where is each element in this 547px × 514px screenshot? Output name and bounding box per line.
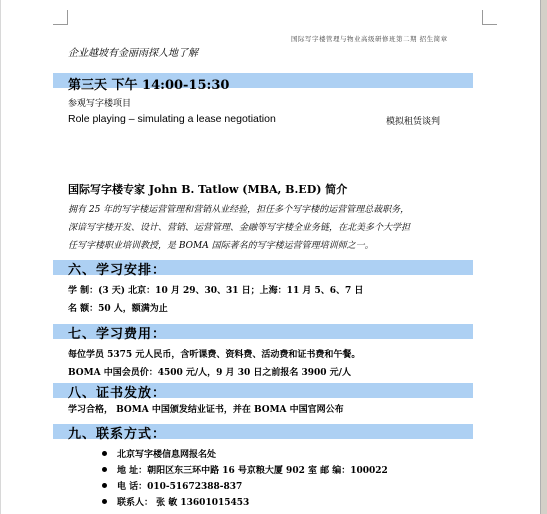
- schedule-duration: 学 制：(3 天) 北京：10 月 29、30、31 日；上海：11 月 5、6、7 日: [68, 286, 364, 296]
- certificate-info: 学习合格， BOMA 中国颁发结业证书，并在 BOMA 中国官网公布: [68, 405, 344, 415]
- intro-line: 企业越坡有金丽雨探人地了解: [68, 48, 198, 59]
- page-corner-mark: [482, 10, 497, 25]
- expert-bio-line: 任写字楼职业培训教授，是 BOMA 国际著名的写字楼运营管理培训师之一。: [68, 241, 374, 251]
- vertical-scrollbar[interactable]: [540, 0, 547, 514]
- section-heading-fees: 七、学习费用：: [68, 327, 167, 342]
- day3-item-1: 参观写字楼项目: [68, 99, 132, 109]
- section-heading-schedule: 六、学习安排：: [68, 263, 167, 278]
- day3-item-2-note: 模拟租赁谈判: [386, 117, 441, 127]
- bullet-icon: [102, 451, 107, 456]
- expert-bio-line: 拥有 25 年的写字楼运营管理和营销从业经验，担任多个写字楼的运营管理总裁职务，: [68, 205, 410, 215]
- fees-standard: 每位学员 5375 元人民币，含听课费、资料费、活动费和证书费和午餐。: [68, 350, 361, 360]
- contact-phone: 电 话：010-51672388-837: [117, 482, 243, 492]
- expert-bio-line: 深谙写字楼开发、设计、营销、运营管理、金融等写字楼全业务链，在北美多个大学担: [68, 223, 411, 233]
- contact-person: 联系人： 张 敏 13601015453: [117, 498, 250, 508]
- day3-item-2: Role playing – simulating a lease negotiation: [68, 113, 276, 125]
- running-header: 国际写字楼管理与物业高级研修班第二期 招生简章: [291, 35, 448, 43]
- bullet-icon: [102, 499, 107, 504]
- fees-member: BOMA 中国会员价：4500 元/人，9 月 30 日之前报名 3900 元/人: [68, 368, 351, 378]
- section-heading-contact: 九、联系方式：: [68, 427, 167, 442]
- section-heading-certificate: 八、证书发放：: [68, 386, 167, 401]
- bullet-icon: [102, 483, 107, 488]
- schedule-quota: 名 额：50 人，额满为止: [68, 304, 168, 314]
- contact-office: 北京写字楼信息网报名处: [117, 450, 217, 460]
- day3-title: 第三天 下午 14:00-15:30: [68, 78, 230, 93]
- contact-address: 地 址：朝阳区东三环中路 16 号京粮大厦 902 室 邮 编：100022: [117, 466, 388, 476]
- page-corner-mark: [53, 10, 68, 25]
- expert-title: 国际写字楼专家 John B. Tatlow (MBA, B.ED) 简介: [68, 183, 348, 196]
- bullet-icon: [102, 467, 107, 472]
